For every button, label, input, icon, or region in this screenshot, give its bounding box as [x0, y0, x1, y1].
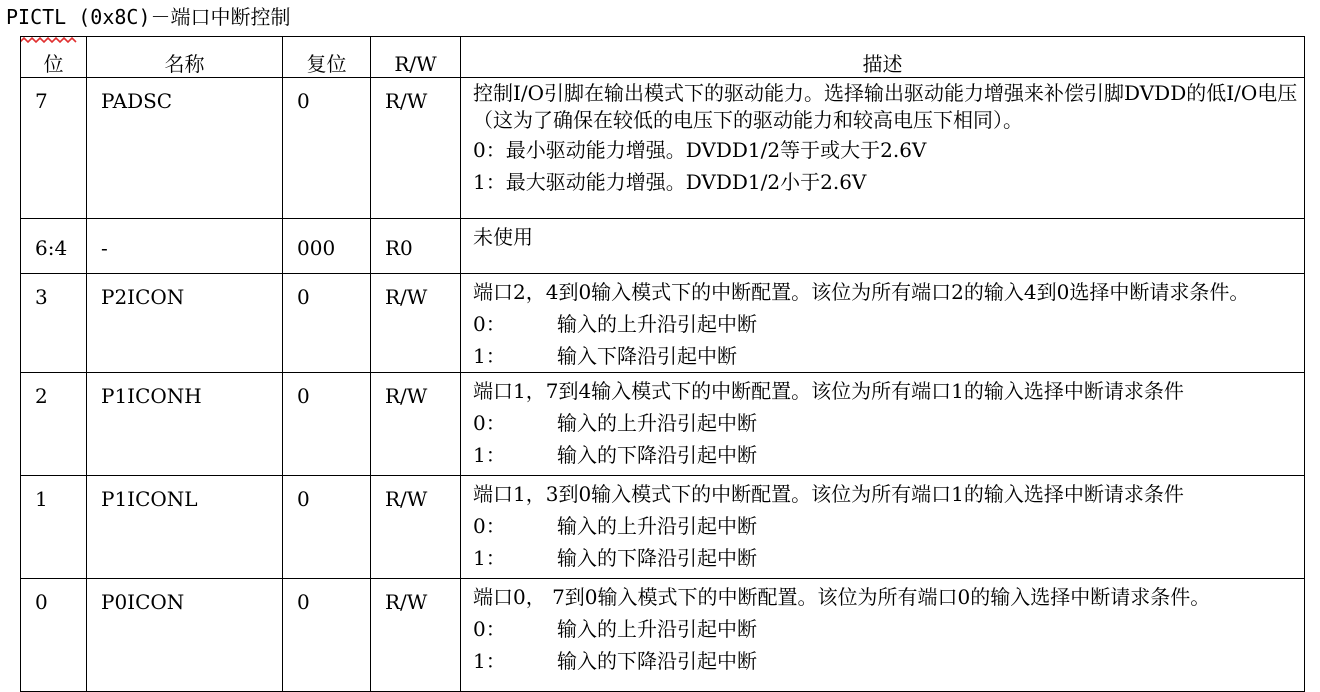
reset-cell: 0 [283, 579, 371, 692]
option-text: 最大驱动能力增强。DVDD1/2小于2.6V [505, 170, 867, 194]
header-row [21, 37, 1305, 78]
page-title: PICTL (0x8C)－端口中断控制 [6, 5, 291, 29]
option-line [473, 340, 1302, 372]
rw-cell: R/W [371, 579, 461, 692]
name-cell: PADSC [87, 78, 283, 219]
desc-text: 端口1，7到4输入模式下的中断配置。该位为所有端口1的输入选择中断请求条件 [473, 379, 1184, 403]
header-rw: R/W [371, 37, 461, 78]
table-row [21, 274, 1305, 373]
option-key: 1： [473, 170, 506, 194]
desc-cell [461, 219, 1305, 274]
option-key: 1： [473, 344, 506, 368]
header-desc: 描述 [461, 37, 1305, 78]
desc-text: 未使用 [473, 225, 533, 249]
option-text: 输入的下降沿引起中断 [557, 546, 757, 570]
option-line [473, 134, 1302, 166]
table-row [21, 579, 1305, 692]
desc-cell [461, 579, 1305, 692]
desc-text: 端口2，4到0输入模式下的中断配置。该位为所有端口2的输入4到0选择中断请求条件。 [473, 280, 1250, 304]
option-key: 0： [473, 514, 506, 538]
reset-cell: 0 [283, 476, 371, 579]
option-line [473, 542, 1302, 574]
desc-text: 端口0， 7到0输入模式下的中断配置。该位为所有端口0的输入选择中断请求条件。 [473, 585, 1211, 609]
rw-cell: R/W [371, 78, 461, 219]
option-key: 0： [473, 617, 506, 641]
option-line [473, 510, 1302, 542]
option-text: 输入的上升沿引起中断 [557, 617, 757, 641]
desc-cell [461, 78, 1305, 219]
option-line [473, 166, 1302, 198]
rw-cell: R0 [371, 219, 461, 274]
option-text: 输入的上升沿引起中断 [557, 312, 757, 336]
option-text: 输入的下降沿引起中断 [557, 443, 757, 467]
bit-cell: 7 [21, 78, 87, 219]
bit-cell: 1 [21, 476, 87, 579]
rw-cell: R/W [371, 476, 461, 579]
table-row [21, 219, 1305, 274]
option-text: 最小驱动能力增强。DVDD1/2等于或大于2.6V [505, 138, 927, 162]
header-bit: 位 [21, 37, 87, 78]
option-text: 输入下降沿引起中断 [557, 344, 737, 368]
option-line [473, 645, 1302, 677]
table-row [21, 476, 1305, 579]
name-cell: P0ICON [87, 579, 283, 692]
option-text: 输入的下降沿引起中断 [557, 649, 757, 673]
option-line [473, 613, 1302, 645]
header-reset: 复位 [283, 37, 371, 78]
option-text: 输入的上升沿引起中断 [557, 514, 757, 538]
option-key: 0： [473, 411, 506, 435]
name-cell: P1ICONH [87, 373, 283, 476]
desc-cell [461, 476, 1305, 579]
option-line [473, 308, 1302, 340]
desc-text: 端口1，3到0输入模式下的中断配置。该位为所有端口1的输入选择中断请求条件 [473, 482, 1184, 506]
bit-cell: 2 [21, 373, 87, 476]
bit-cell: 6:4 [21, 219, 87, 274]
header-name: 名称 [87, 37, 283, 78]
reset-cell: 000 [283, 219, 371, 274]
name-cell: P2ICON [87, 274, 283, 373]
option-key: 1： [473, 649, 506, 673]
rw-cell: R/W [371, 274, 461, 373]
reset-cell: 0 [283, 373, 371, 476]
name-cell: P1ICONL [87, 476, 283, 579]
bit-cell: 0 [21, 579, 87, 692]
option-line [473, 439, 1302, 471]
table-row [21, 78, 1305, 219]
bit-cell: 3 [21, 274, 87, 373]
register-table [20, 36, 1305, 692]
option-key: 0： [473, 138, 506, 162]
name-cell: - [87, 219, 283, 274]
reset-cell: 0 [283, 274, 371, 373]
option-key: 1： [473, 546, 506, 570]
reset-cell: 0 [283, 78, 371, 219]
desc-cell [461, 274, 1305, 373]
option-key: 0： [473, 312, 506, 336]
desc-text: 控制I/O引脚在输出模式下的驱动能力。选择输出驱动能力增强来补偿引脚DVDD的低I/O电压（这为了确保在较低的电压下的驱动能力和较高电压下相同）。 [473, 81, 1298, 132]
rw-cell: R/W [371, 373, 461, 476]
option-key: 1： [473, 443, 506, 467]
option-text: 输入的上升沿引起中断 [557, 411, 757, 435]
option-line [473, 407, 1302, 439]
desc-cell [461, 373, 1305, 476]
table-row [21, 373, 1305, 476]
